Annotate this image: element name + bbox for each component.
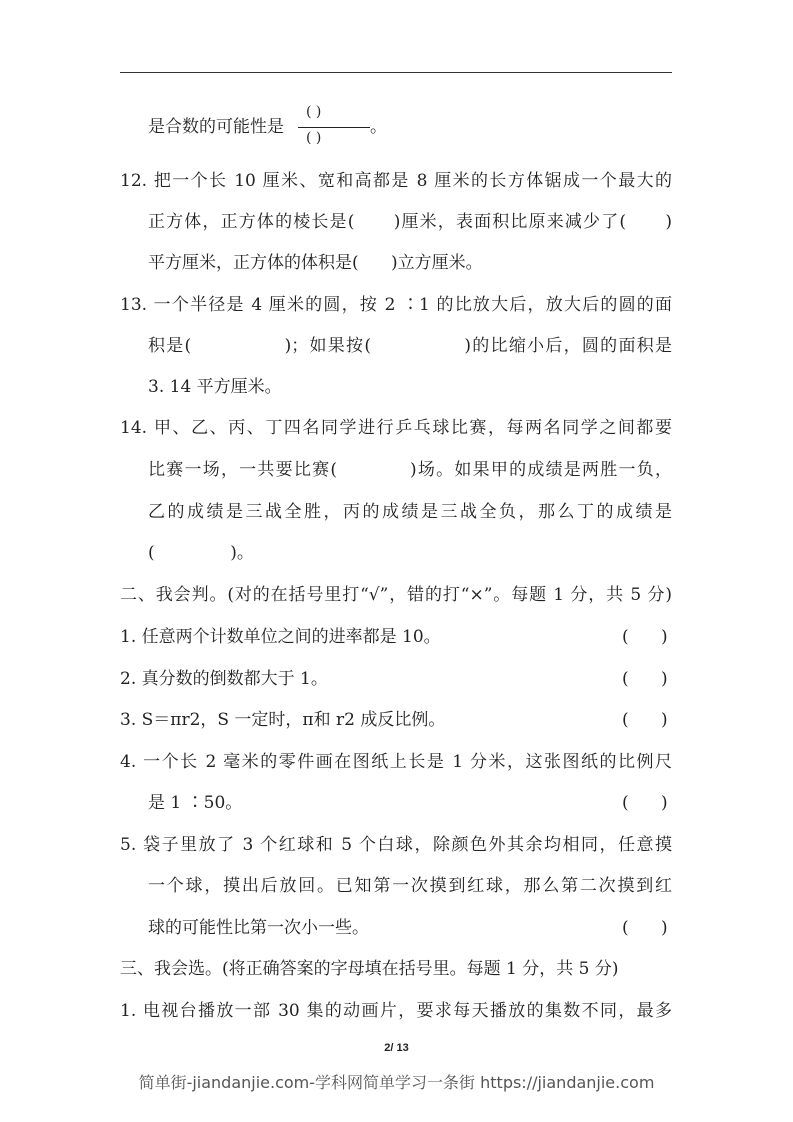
q14-line4: ( )。 [148,543,254,563]
judge-q5-line3: 球的可能性比第一次小一些。 [148,918,369,938]
header-rule [120,72,672,73]
q12-line3: 平方厘米，正方体的体积是( )立方厘米。 [148,253,483,273]
judge-q3-blank: ( ) [622,710,668,730]
judge-q1-blank: ( ) [622,627,668,647]
q13-line2: 积是( )；如果按( )的比缩小后，圆的面积是 [148,336,672,356]
judge-q4-blank: ( ) [622,793,668,813]
fraction-numerator: ( ) [306,104,322,120]
judge-q3: 3. S＝πr2，S 一定时，π和 r2 成反比例。 [120,710,446,730]
judge-q5-line1: 5. 袋子里放了 3 个红球和 5 个白球，除颜色外其余均相同，任意摸 [120,835,672,855]
fraction-bar [298,127,370,128]
fraction-end: 。 [370,117,387,137]
q13-line1: 13. 一个半径是 4 厘米的圆，按 2 ∶1 的比放大后，放大后的圆的面 [120,295,672,315]
judge-q5-line2: 一个球，摸出后放回。已知第一次摸到红球，那么第二次摸到红 [148,876,672,896]
q13-line3: 3. 14 平方厘米。 [148,377,282,397]
judge-q2-blank: ( ) [622,669,668,689]
q14-line3: 乙的成绩是三战全胜，丙的成绩是三战全负，那么丁的成绩是 [148,502,672,522]
q14-line2: 比赛一场，一共要比赛( )场。如果甲的成绩是两胜一负， [148,460,672,480]
judge-q1: 1. 任意两个计数单位之间的进率都是 10。 [120,627,441,647]
q12-line2: 正方体，正方体的棱长是( )厘米，表面积比原来减少了( ) [148,212,672,232]
section2-heading: 二、我会判。(对的在括号里打“√”，错的打“×”。每题 1 分，共 5 分) [120,585,672,605]
judge-q4-line1: 4. 一个长 2 毫米的零件画在图纸上长是 1 分米，这张图纸的比例尺 [120,752,672,772]
section3-heading: 三、我会选。(将正确答案的字母填在括号里。每题 1 分，共 5 分) [120,959,619,979]
q12-line1: 12. 把一个长 10 厘米、宽和高都是 8 厘米的长方体锯成一个最大的 [120,171,672,191]
fraction-denominator: ( ) [306,130,322,146]
fraction-line-text: 是合数的可能性是 [148,117,284,137]
footer-watermark: 简单街-jiandanjie.com-学科网简单学习一条街 https://jiandanjie.com [138,1073,655,1092]
q14-line1: 14. 甲、乙、丙、丁四名同学进行乒乓球比赛，每两名同学之间都要 [120,418,672,438]
page-number: 2/ 13 [384,1042,409,1054]
choose-q1-line1: 1. 电视台播放一部 30 集的动画片，要求每天播放的集数不同，最多 [120,1001,672,1021]
judge-q4-line2: 是 1 ∶50。 [148,793,243,813]
judge-q5-blank: ( ) [622,918,668,938]
judge-q2: 2. 真分数的倒数都大于 1。 [120,669,328,689]
